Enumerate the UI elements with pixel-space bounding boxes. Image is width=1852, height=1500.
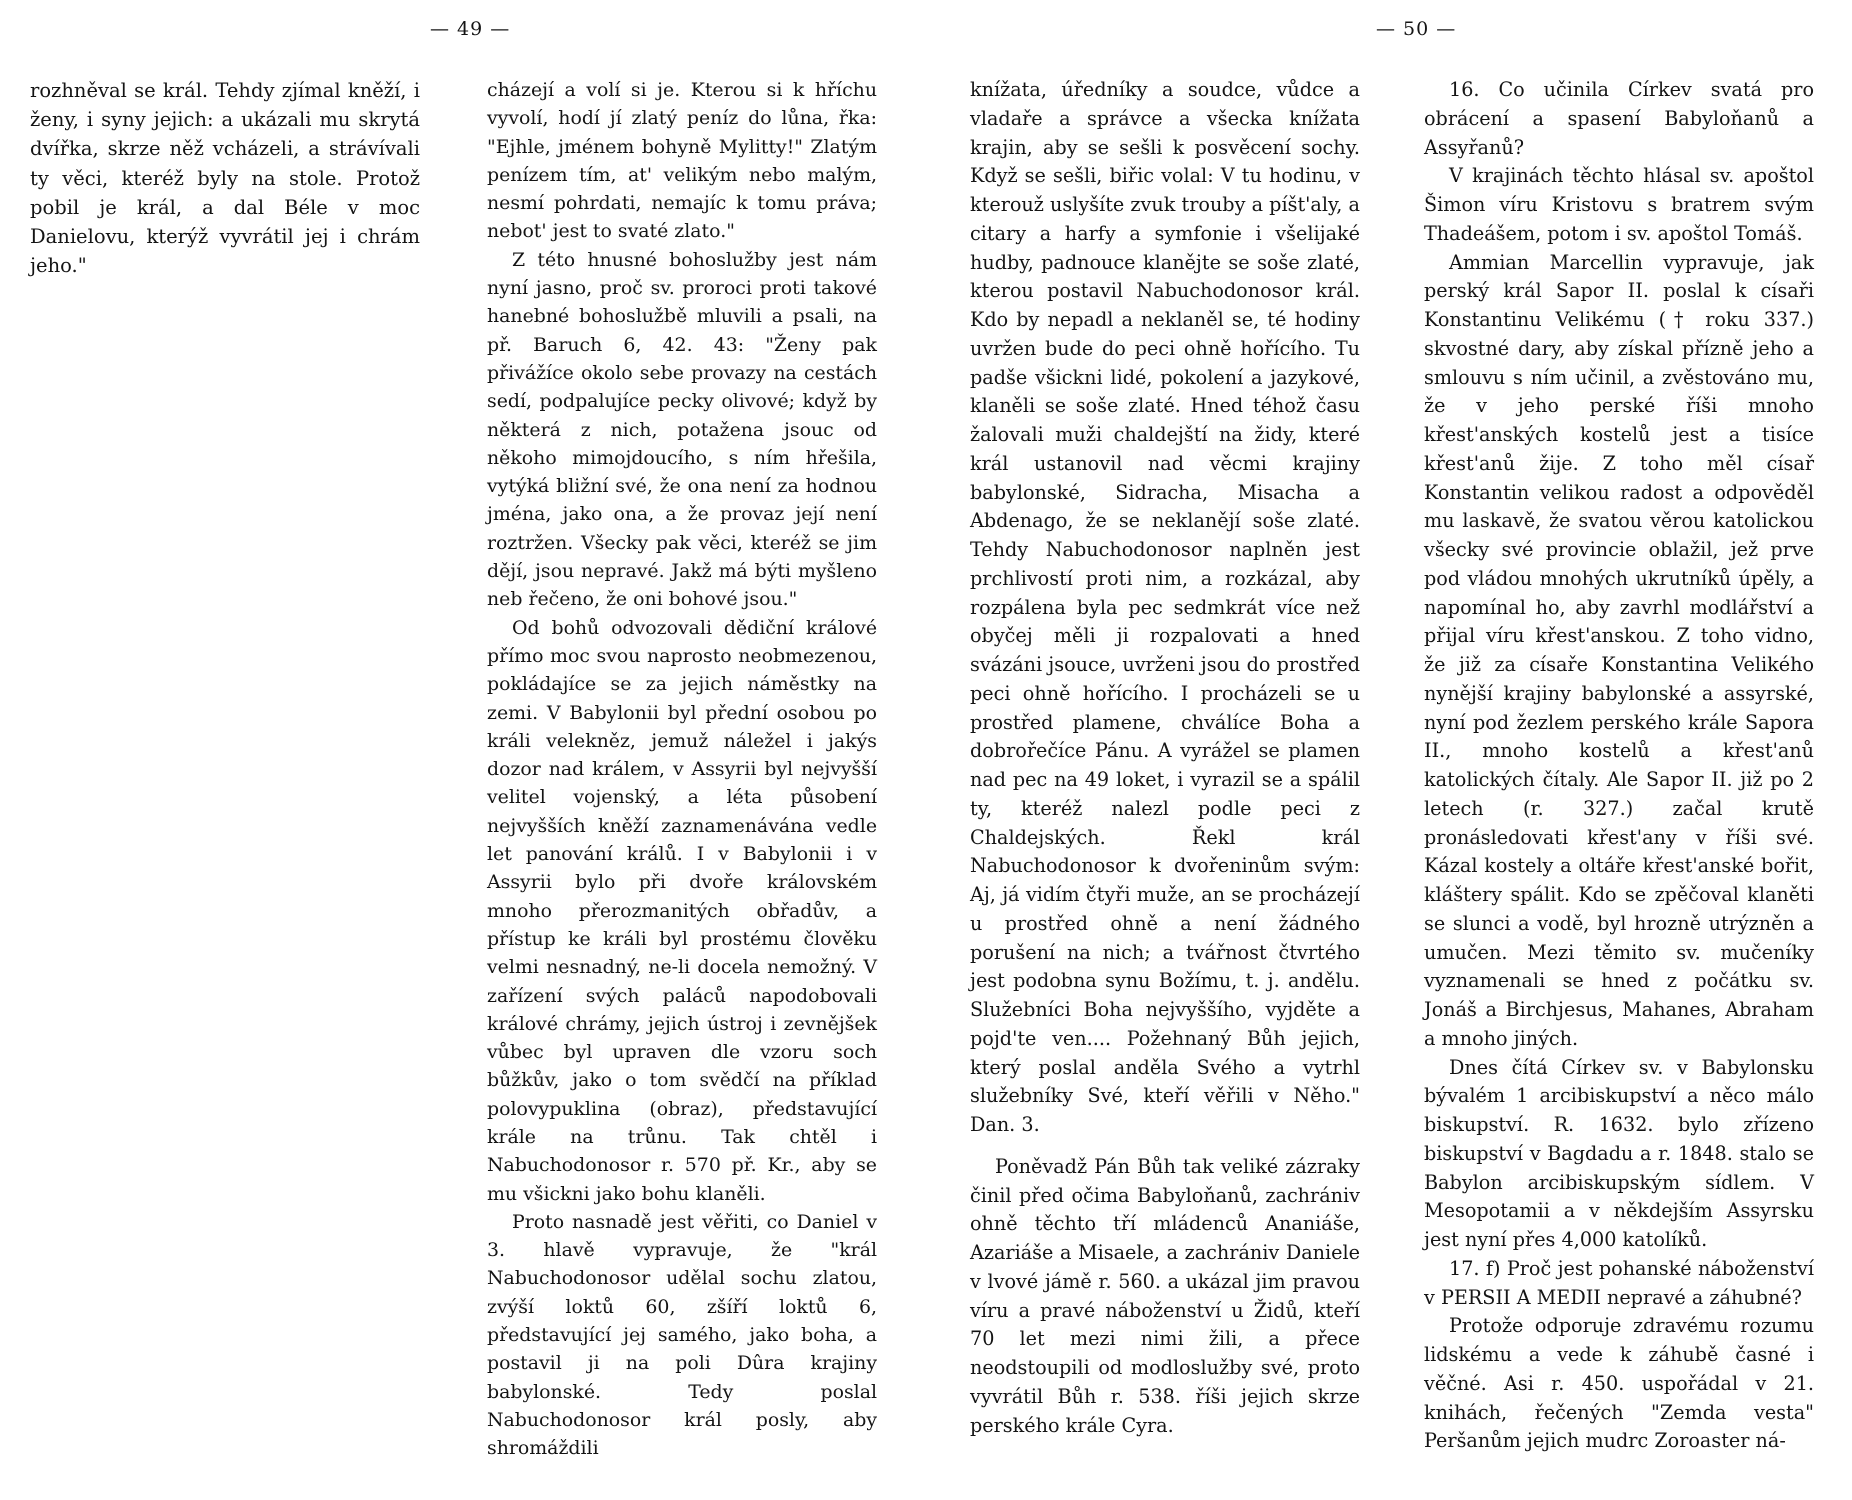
paragraph: cházejí a volí si je. Kterou si k hříchu vyvolí, hodí jí zlatý peníz do lůna, řka: "Ejhle, jménem bohyně Mylitty!" Zlatým penízem tím, at' velikým nebo malým, nesmí pohrdati, nemajíc k tomu práva; nebot' jest to svaté zlato." — [487, 79, 877, 243]
paragraph: Protože odporuje zdravému rozumu lidskému a vede k záhubě časné i věčné. Asi r. 450. uspořádal v 21. knihách, řečených "Zemda vesta" Peršanům jejich mudrc Zoroaster ná- — [1424, 1314, 1814, 1453]
section-heading: 17. f) Proč jest pohanské náboženství v PERSII A MEDII nepravé a záhubné? — [1424, 1256, 1814, 1309]
column-1 — [30, 76, 420, 280]
right-page — [926, 0, 1852, 1500]
page-number-49: — 49 — — [430, 18, 511, 40]
paragraph: V krajinách těchto hlásal sv. apoštol Šimon víru Kristovu s bratrem svým Thadeášem, potom i sv. apoštol Tomáš. — [1424, 164, 1814, 245]
column-3 — [970, 76, 1360, 1440]
paragraph: rozhněval se král. Tehdy zjímal kněží, i ženy, i syny jejich: a ukázali mu skrytá dvířka, skrze něž vcházeli, a strávívali ty věci, kteréž byly na stole. Protož pobil je král, a dal Béle v moc Danielovu, kterýž vyvrátil jej i chrám jeho." — [30, 79, 420, 278]
column-2 — [487, 76, 877, 1463]
paragraph: Ammian Marcellin vypravuje, jak perský král Sapor II. poslal k císaři Konstantinu Velikému († roku 337.) skvostné dary, aby získal přízně jeho a smlouvu s ním učinil, a zvěstováno mu, že v jeho perské říši mnoho křest'anských kostelů jest a tisíce křest'anů žije. Z toho měl císař Konstantin velikou radost a odpověděl mu laskavě, že svatou věrou katolickou všecky své provincie oblažil, jež prve pod vládou mnohých ukrutníků úpěly, a napomínal ho, aby zavrhl modlářství a přijal víru křest'anskou. Z toho vidno, že již za císaře Konstantina Velikého nynější krajiny babylonské a assyrské, nyní pod žezlem perského krále Sapora II., mnoho kostelů a křest'anů katolických čítaly. Ale Sapor II. již po 2 letech (r. 327.) začal krutě pronásledovati křest'any v říši své. Kázal kostely a oltáře křest'anské bořit, kláštery spálit. Kdo se zpěčoval klaněti se slunci a vodě, byl hrozně utrýzněn a umučen. Mezi těmito sv. mučeníky vyznamenali se hned z počátku sv. Jonáš a Birchjesus, Mahanes, Abraham a mnoho jiných. — [1424, 250, 1814, 1050]
paragraph: knížata, úředníky a soudce, vůdce a vladaře a správce a všecka knížata krajin, aby se sešli k posvěcení sochy. Když se sešli, biřic volal: V tu hodinu, v kterouž uslyšíte zvuk trouby a píšt'aly, a citary a harfy a symfonie i všelijaké hudby, padnouce klaněјte se soše zlaté, kterou postavil Nabuchodonosor král. Kdo by nepadl a neklaněl se, té hodiny uvržen bude do peci ohně hořícího. Tu padše všickni lidé, pokolení a jazykové, klaněli se soše zlaté. Hned téhož času žalovali muži chaldejští na židy, které král ustanovil nad věcmi krajiny babylonské, Sidracha, Misacha a Abdenago, že se neklanějí soše zlaté. Tehdy Nabuchodonosor naplněn jest prchlivostí proti nim, a rozkázal, aby rozpálena byla pec sedmkrát více než obyčej měli ji rozpalovati a hned svázáni jsouce, uvrženi jsou do prostřed peci ohně hořícího. I procházeli se u prostřed plamene, chválíce Boha a dobrořečíce Pánu. A vyrážel se plamen nad pec na 49 loket, i vyrazil se a spálil ty, kteréž nalezl podle peci z Chaldejských. Řekl král Nabuchodonosor k dvořeninům svým: Aj, já vidím čtyři muže, an se procházejí u prostřed ohně a není žádného porušení na nich; a tvářnost čtvrtého jest podobna synu Božímu, t. j. andělu. Služebníci Boha nejvyššího, vyjděte a pojd'te ven.... Požehnaný Bůh jejich, který poslal anděla Svého a vytrhl služebníky Své, kteří věřili v Něho." Dan. 3. — [970, 78, 1360, 1136]
paragraph: Z této hnusné bohoslužby jest nám nyní jasno, proč sv. proroci proti takové hanebné bohoslužbě mluvili a psali, na př. Baruch 6, 42. 43: "Ženy pak přivážíce okolo sebe provazy na cestách sedí, podpalujíce pecky olivové; když by některá z nich, potažena jsouc od někoho mimojdoucího, s ním hřešila, vytýká bližní své, že ona není za hodnou jména, jako ona, a že provaz její není roztržen. Všecky pak věci, kteréž se jim dějí, jsou nepravé. Jakž má býti myšleno neb řečeno, že oni bohové jsou." — [487, 248, 877, 611]
paragraph: Dnes čítá Církev sv. v Babylonsku bývalém 1 arcibiskupství a něco málo biskupství. R. 1632. bylo zřízeno biskupství v Bagdadu a r. 1848. stalo se Babylon arcibiskupským sídlem. V Mesopotamii a v někdejším Assyrsku jest nyní přes 4,000 katolíků. — [1424, 1055, 1814, 1251]
page-number-50: — 50 — — [1376, 18, 1457, 40]
paragraph: Proto nasnadě jest věřiti, co Daniel v 3. hlavě vypravuje, že "král Nabuchodonosor udělal sochu zlatou, zvýší loktů 60, zšíří loktů 6, představující jej samého, jako boha, a postavil ji na poli Dûra krajiny babylonské. Tedy poslal Nabuchodonosor král posly, aby shromáždili — [487, 1210, 877, 1460]
paragraph: Poněvadž Pán Bůh tak veliké zázraky činil před očima Babyloňanů, zachrániv ohně těchto tří mládenců Ananiáše, Azariáše a Misaele, a zachrániv Daniele v lvové jámě r. 560. a ukázal jim pravou víru a pravé náboženství u Židů, kteří 70 let mezi nimi žili, a přece neodstoupili od modloslužby své, proto vyvrátil Bůh r. 538. říši jejich skrze perského krále Cyra. — [970, 1154, 1360, 1437]
section-heading: 16. Co učinila Církev svatá pro obrácení a spasení Babyloňanů a Assyřanů? — [1424, 78, 1814, 159]
column-4 — [1424, 76, 1814, 1456]
paragraph: Od bohů odvozovali dědiční králové přímo moc svou naprosto neobmezenou, pokládajíce se za jejich náměstky na zemi. V Babylonii byl přední osobou po králi velekněz, jemuž náležel i jakýs dozor nad králem, v Assyrii byl nejvyšší velitel vojenský, a léta působení nejvyšších kněží zaznamenávána vedle let panování králů. I v Babylonii i v Assyrii bylo při dvoře královském mnoho přerozmanitých obřadův, a přístup ke králi byl prostému člověku velmi nesnadný, ne-li docela nemožný. V zařízení svých paláců napodobovali králové chrámy, jejich ústroj i zevnějšek vůbec byl upraven dle vzoru soch bůžkův, jako o tom svědčí na příklad polovypuklina (obraz), představující krále na trůnu. Tak chtěl i Nabuchodonosor r. 570 př. Kr., aby se mu všickni jako bohu klaněli. — [487, 616, 877, 1205]
